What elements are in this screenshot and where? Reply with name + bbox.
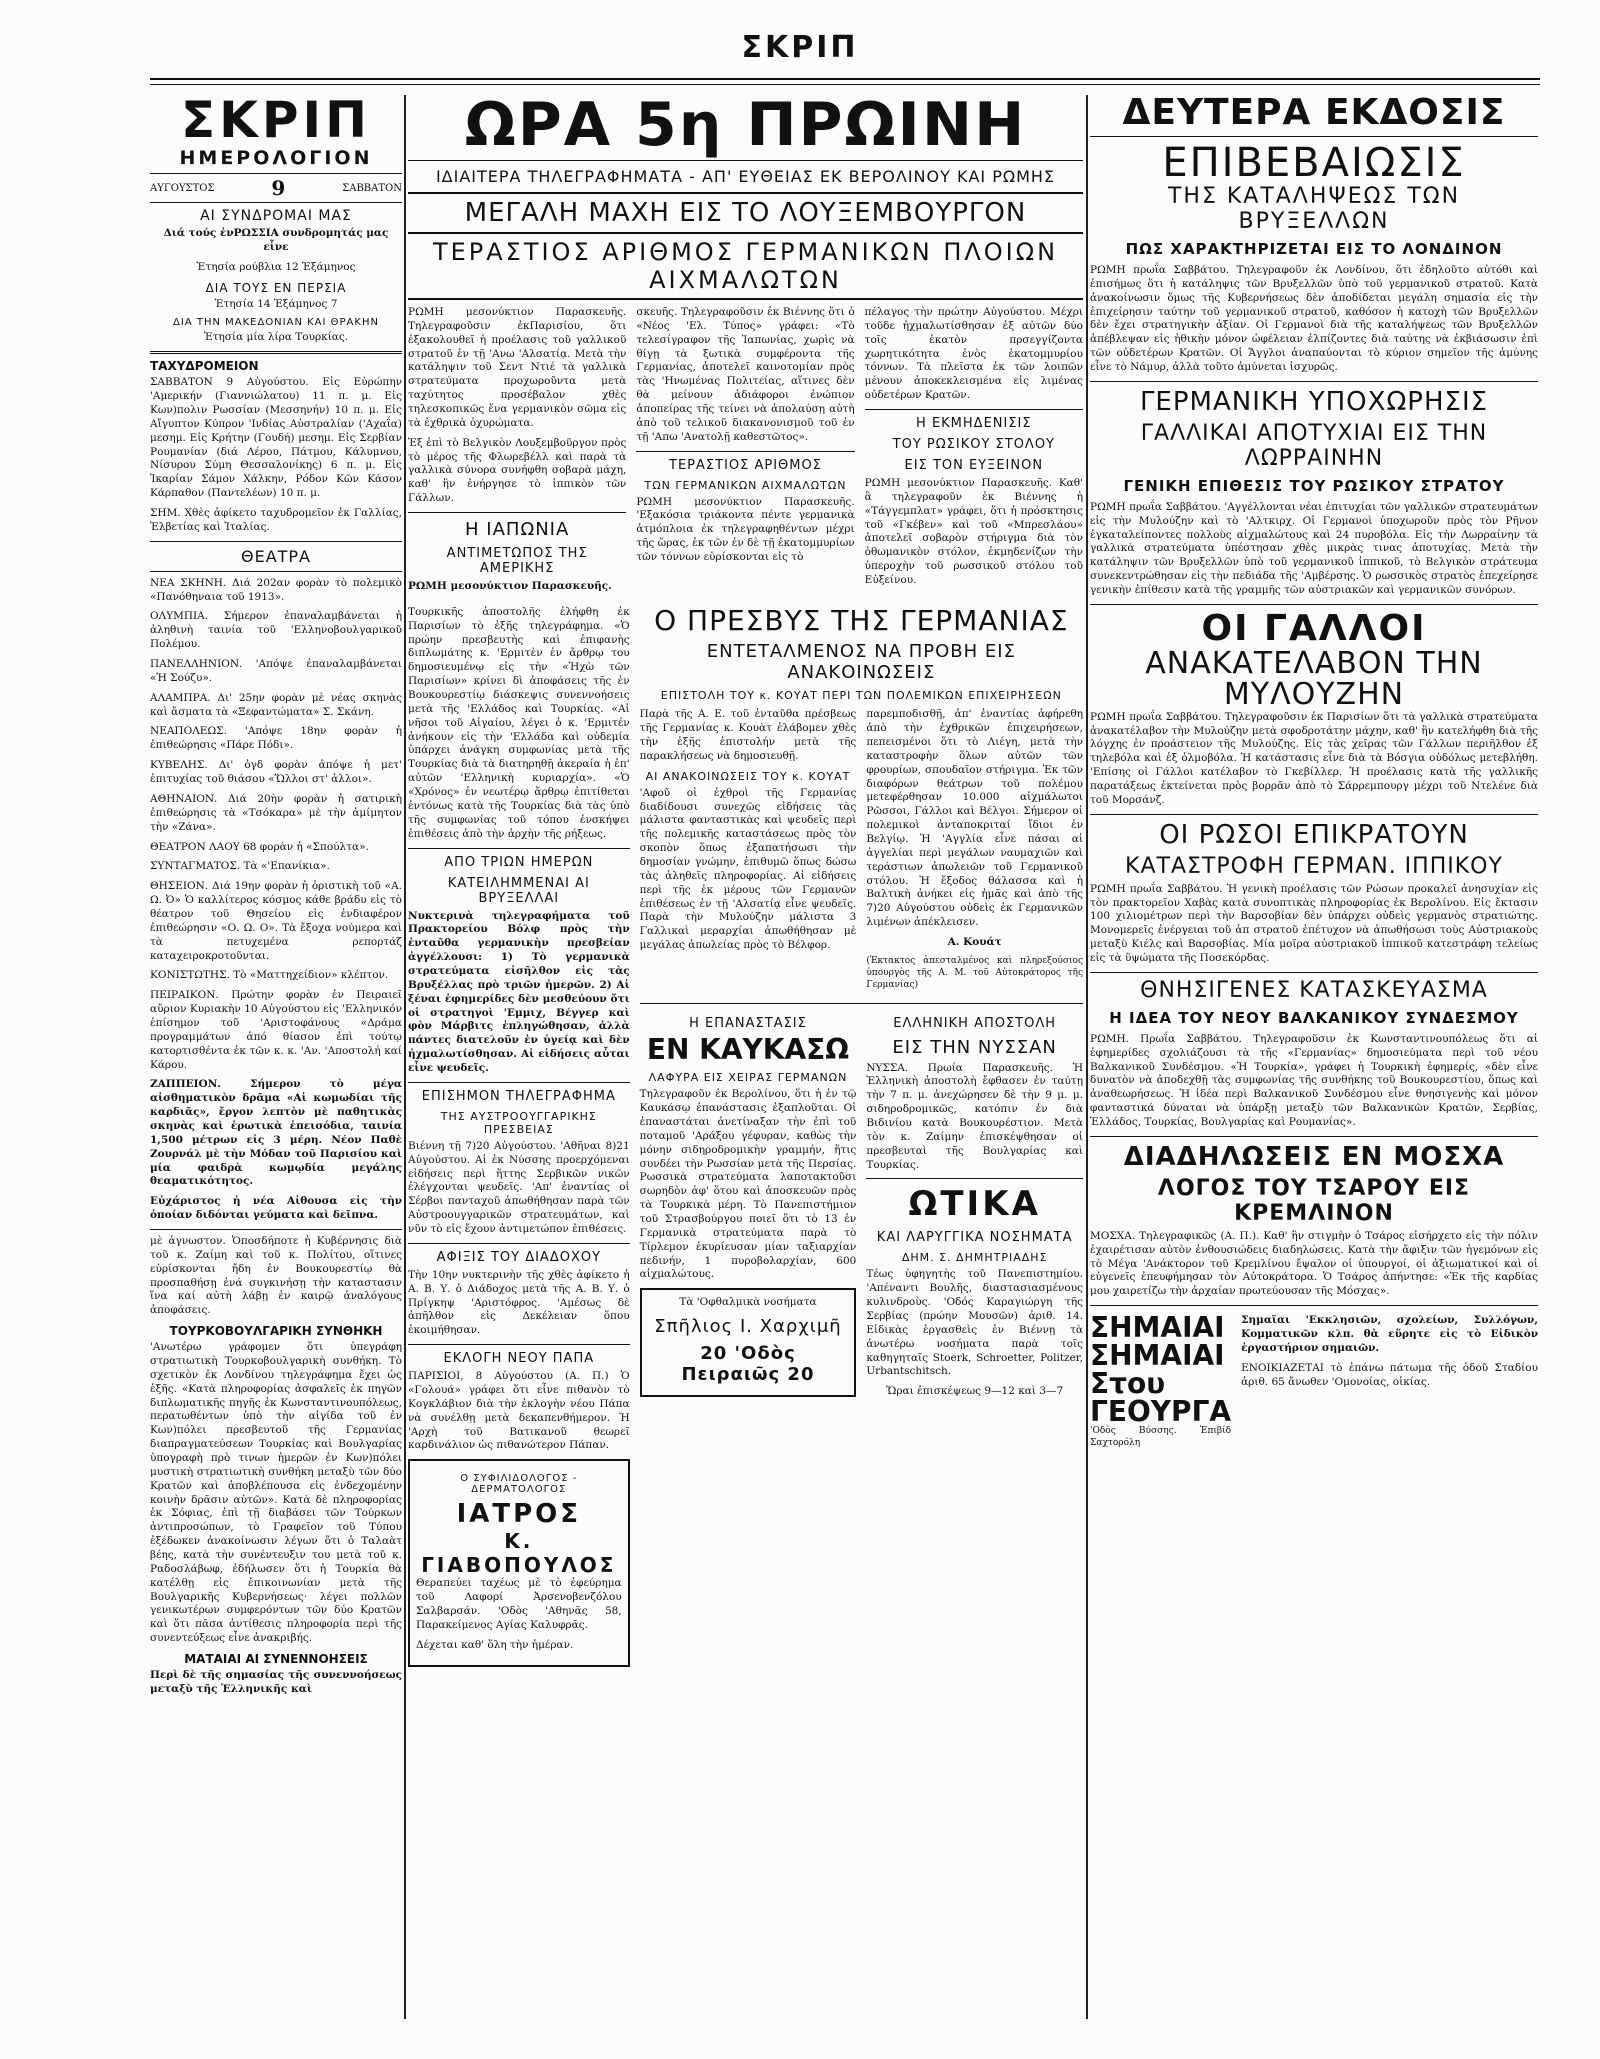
huge-heading: ΤΕΡΑΣΤΙΟΣ ΑΡΙΘΜΟΣ (669, 457, 822, 473)
masthead: ΣΚΡΙΠ (741, 30, 859, 65)
macedonia-line: Ἑτησία μία λίρα Τουρκίας. (203, 331, 349, 344)
ad-text: Τέως ὑφηγητὴς τοῦ Πανεπιστημίου. 'Απέναντι Βουλῆς, διαστασιασμένους κυλινδροὺς. 'Οδός Καραγιώργη τῆς Σερβίας (πρώην Μουσῶν) ἀριθ. 14. Εἰδικὰς ἐργασθεὶς ἐν Βιέννῃ τὰ ἀνωτέρω νοσήματα παρὰ τοῖς καθηγηταῖς Stoerk, Schroetter, Politzer, Urbantschitsch. (866, 1268, 1083, 1378)
article-text: ΡΩΜΗ μεσονύκτιον Παρασκευῆς. (408, 580, 612, 593)
news-column (408, 306, 626, 600)
article-text: ΡΩΜΗ πρωΐα Σαββάτου. Τηλεγραφοῦν ἐκ Λονδίνου, ὅτι ἐδηλοῦτο αὐτόθι καὶ ἐπισήμως ὅτι ἡ κατάληψις τῶν Βρυξελλῶν ὑπὸ τοῦ γερμανικοῦ στρατοῦ. Κατὰ ἀνακοίνωσιν ὅμως τῆς Κυβερνήσεως δὲν ἀποδίδεται μεγάλη σημασία εἰς τὴν ἐπιχείρησιν ταύτην τοῦ γερμανικοῦ στρατοῦ, καθόσον ἡ κατοχὴ τῶν Βρυξελλῶν δὲν ἔχει στρατηγικὴν ἀξίαν. Οἱ Γερμανοὶ διὰ τῆς καταλήψεως τῶν Βρυξελλῶν ἀπέβλεψαν εἰς ἠθικὴν μόνον ὠφέλειαν ἐλπίζοντες διὰ ταύτης νὰ ἐκβιάσωσιν ἐπὶ τῶν οὐδετέρων Κρατῶν. Οἱ Ἄγγλοι ἀναπαύονται τὸ κύριον σημεῖον τῆς ἀμύνης εἶνε τὸ Νάμυρ, ἀλλὰ τοῦτο ἀμύνεται ἰσχυρῶς. (1090, 264, 1538, 374)
theatre-entry: ΠΕΙΡΑΙΚΟΝ. Πρώτην φορὰν ἐν Πειραιεῖ αὔριον Κυριακὴν 10 Αὐγούστου εἰς 'Ελληνικόν ἐπίσημον τοῦ 'Αριστοφάνους «Δράμα προγραμμάτων ἀπό θίασον ἐπὶ τούτῳ κατορτισθέντα ἐκ τῶν κ. κ. 'Αν. 'Αποστολή καί Κάρου. (150, 989, 402, 1071)
ad-title: ΙΑΤΡΟΣ (456, 1499, 582, 1530)
article-text: παρεμποδισθῇ, ἀπ' ἐναντίας ἀφήρεθη ἀπὸ τὴν ἐχθρικῶν ἐπιχειρήσεων, πεπεισμένοι ὅτι τὸ Λιέγη, μετὰ τὴν καταστροφὴν ὅλων αὐτῶν τῶν φρουρίων, σπουδαῖον στήριγμα. Ἐκ τῶν διαφόρων θεάτρων τοῦ πολέμου μετεφέρθησαν 10.000 αἰχμάλωτοι Ρῶσσοι, Γάλλοι καὶ Βέλγοι. Σήμερον οἱ πολεμικοὶ ἀνταποκριταί ἴδιοι ἐν Βελγίῳ. Ἡ 'Αγγλία εἶνε πάσαι αἱ ἀγγελίαι περὶ μεγάλων ναυμαχιῶν καὶ τεράστιων ἀπωλειῶν τοῦ Γερμανικοῦ στόλου. Ἡ ἔξοδος θάλασσα καὶ ἡ Βαλτικὴ ἀνήκει εἰς ἡμᾶς καὶ ἀπὸ τῆς 7)20 Αὐγούστου οὐδεὶς ἐκ Γερμανικῶν λιμένων ἀπέκλεισεν. (866, 708, 1083, 929)
column-divider (404, 95, 406, 2019)
article-text: ΠΑΡΙΣΙΟΙ, 8 Αὐγούστου (Α. Π.) Ὁ «Γολουά» γράφει ὅτι εἶνε πιθανὸν τὸ Κογκλάβιον διὰ τὴν ἐκλογὴν νέου Πάπα νὰ συνέλθῃ μετὰ δεκαπενθήμερον. Ἡ 'Αρχὴ τοῦ Βατικανοῦ θεωρεῖ καρδινάλιον ὡς πιθανώτερον Πάπαν. (408, 1370, 630, 1452)
caucasus-subheading: ΕΝ ΚΑΥΚΑΣΩ (646, 1032, 850, 1066)
theatre-entry: ΖΑΠΠΕΙΟΝ. Σήμερον τὸ μέγα αἰσθηματικὸν δρᾶμα «Αἱ κωμωδίαι τῆς καρδιᾶς», ἔργον λεπτὸν μὲ παθητικὰς σκηνὰς καὶ ἐρωτικὰ ἐπεισόδια, ταινία 1,500 μέτρων εἰς 3 μέρη. Νέον Παθὲ Ζουρνάλ μὲ τὴν Μόδαν τοῦ Παρισίου καὶ μία φαιδρὰ κωμῳδία μεγάλης θεαματικότητος. (150, 1078, 402, 1188)
theatre-entry: ΟΛΥΜΠΙΑ. Σήμερον ἐπαναλαμβάνεται ἡ ἀληθινὴ ταινία τοῦ 'Ελληνοβουλγαρικοῦ Πολέμου. (150, 610, 402, 651)
news-column (408, 606, 630, 1667)
day: 9 (271, 176, 286, 200)
article-text: Τὴν 10ην νυκτερινὴν τῆς χθὲς ἀφίκετο ἡ Α. Β. Υ. ὁ Διάδοχος μετὰ τῆς Α. Β. Υ. ὁ Πρίγκηψ 'Αριστόφρος. 'Αμέσως δὲ ἀπῆλθον εἰς Δεκέλειαν ὅπου ἐκοιμήθησαν. (408, 1268, 630, 1337)
arrival-heading: ΑΦΙΞΙΣ ΤΟΥ ΔΙΑΔΟΧΟΥ (436, 1249, 602, 1265)
optician-ad (640, 1288, 857, 1397)
article-text: Τουρκικῆς ἀποστολῆς ἐλήφθη ἐκ Παρισίων τὸ ἑξῆς τηλεγράφημα. «Ὁ πρώην πρεσβευτὴς καὶ ἐπιφανὴς διπλωμάτης κ. 'Ερμιτὲν ἐν ἄρθρῳ του δημοσιευμένῳ εἰς τὴν «Ἠχὼ τῶν Παρισίων» κρίνει δὶ ἀποφάσεις τῆς ἐν Βουκουρεστίῳ διάσκεψις συνεννοήσεις μετὰ τῆς 'Ελλάδος καὶ Τουρκίας. «Αἱ νῆσοι τοῦ Αἰγαίου, λέγει ὁ κ. 'Ερμιτέν ἀνήκουν εἰς τὴν 'Ελλάδα καὶ οὐδεμία ὑπάρχει ἀνάγκη συμφωνίας μετὰ τῆς Τουρκίας διὰ τὰ διατηρηθῇ ἀκεραία ἡ ἐπ' αὐτῶν 'Ελληνικὴ κυριαρχία». «Ὁ «Χρόνος» ἐν νεωτέρῳ ἄρθρῳ ἐπιτίθεται ἐντόνως κατὰ τῆς Τουρκίας διὰ τὰς ὑπὸ τῆς συμφωνίας τοῦ τόπου ἐνσκήψει ἐπιθέσεις ἀπὸ τὴν ἀρχὴν τῆς ρήξεως. (408, 605, 630, 840)
theatre-entry: ΚΥΒΕΛΗΣ. Δι' ὀγδ φορὰν ἀπόψε ἡ μετ' ἐπιτυχίας τοῦ θιάσου «Ὥλλοι στ' ἀλλοι». (150, 759, 402, 786)
theatre-entry: ΘΗΣΕΙΟΝ. Διά 19ην φορὰν ἡ ὁριστικὴ τοῦ «Α. Ω. Ὀ» Ὁ καλλίτερος κόσμος κάθε βράδυ εἰς τὸ θέατρον τοῦ Θησείου εἰς ἐνδιαφέρον ἐπιθεώρησιν «Ο. Ω. Ο». Τὰ ἔξοχα νούμερα καὶ τὰ πετυχεμένα ρεπορτάζ καταχειροκροτοῦνται. (150, 880, 402, 962)
theatre-entry: Εὐχάριστος ἡ νέα Αἰθουσα εἰς τὴν ὁποίαν διδόνται γεύματα καὶ δεῖπνα. (150, 1195, 402, 1222)
brussels-subheading: ΚΑΤΕΙΛΗΜΜΕΝΑΙ ΑΙ ΒΡΥΞΕΛΛΑΙ (447, 875, 590, 906)
confirm-subheadline: ΤΗΣ ΚΑΤΑΛΗΨΕΩΣ ΤΩΝ ΒΡΥΞΕΛΛΩΝ (1167, 184, 1461, 234)
article-text: Νυκτερινὰ τηλεγραφήματα τοῦ Πρακτορείου Βόλφ πρὸς τὴν ἐνταῦθα γερμανικὴν πρεσβείαν ἀγγέλλουσι: 1) Τὸ γερμανικὰ στρατεύματα εἰσῆλθον εἰς τὰς Βρυξέλλας πρὸ τριῶν ἡμερῶν. 2) Αἱ ξέναι ἐφημερίδες δὲν μεσθεύουν ὅτι οἱ στρατηγοὶ 'Εμμιχ, Βέγγερ καὶ φὸν Μάρβιτς ἐπληγώθησαν, ἀλλὰ πάντες διατελοῦν ἐν ὑγείᾳ καὶ δὲν ἠχμαλωτίσθησαν. Αἱ εἰδήσεις αὗται εἶνε ψευδεῖς. (408, 909, 630, 1074)
masthead-rule (150, 78, 1540, 80)
ambassador-subheadline: ΕΠΙΣΤΟΛΗ ΤΟΥ κ. ΚΟΥΑΤ ΠΕΡΙ ΤΩΝ ΠΟΛΕΜΙΚΩΝ ΕΠΙΧΕΙΡΗΣΕΩΝ (660, 689, 1062, 703)
right-column (1090, 95, 1538, 2019)
article-text: πέλαγος τὴν πρώτην Αὐγούστου. Μέχρι τοῦδε ἠχμαλωτίσθησαν ἐξ αὐτῶν δύο τοῖς ἑκατὸν πρσεγγίζοντα χωρητικότητα ἑνὸς ἑκατομμυρίου τόννων. Τὰ πλεῖστα ἐκ τῶν λοιπῶν μένουν ἀποκεκλεισμένα εἰς λιμένας οὐδετέρων Κρατῶν. (864, 306, 1083, 402)
article-text: Τηλεγραφοῦν ἐκ Βερολίνου, ὅτι ἡ ἐν τῷ Καυκάσῳ ἐπανάστασις ἐξαπλοῦται. Οἱ ἐπαναστάται ἀνετίναξαν τὴν ἐπὶ τοῦ ποταμοῦ 'Αράξου γέφυραν, καθὼς τὴν μόνην σιδηροδρομικὴν γραμμήν, ἥτις συνδέει τὴν Ρωσσίαν μετὰ τῆς Περσίας. Ρωσσικὰ στρατεύματα λαποτακτοῦσι σωρηδὸν ἀφ' ὅτου καὶ ἀποσκευῶν πρὸς τὰ Τουρκικὰ μέρη. Τὸ Πανεπιστήμιον τοῦ Στρασβούργου ποιεῖ ὅτι τὸ 13 ἐν Γερμανικὰ στρατεύματα παρὰ τὸ Τίρλεμον ἐκυρίευσαν μίαν ταξιαρχίαν πεδινήν, 1 πυροβολαρχίαν, 600 αἰχμαλώτους. (639, 1088, 857, 1281)
signature-note: (Ἐκτακτος ἀπεσταλμένος καὶ πληρεξούσιος ὑπουργὸς τῆς Α. Μ. τοῦ Αὐτοκράτορος τῆς Γερμανίας) (866, 955, 1083, 990)
frustrated-text: Περὶ δὲ τῆς σημασίας τῆς συνεννοήσεως μεταξὺ τῆς Ἑλληνικῆς καὶ (150, 1669, 402, 1695)
fleet-subheading: ΤΟΥ ΡΩΣΙΚΟΥ ΣΤΟΛΟΥ (892, 437, 1055, 453)
flags-ad-address: 'Οδὸς Βύσσης. Ἐπιβίδ Σαχτορόλη (1090, 1426, 1232, 1449)
article-text: Ἐξ ἐπὶ τὸ Βελγικὸν Λουξεμβοῦργον πρὸς τὸ μέρος τῆς Φλωρεβέλλ καὶ παρὰ τὰ γαλλικὰ σύνορα συνήφθη σοβαρὰ μάχη, καθ' ἣν ἐνήργησε τὸ ἱππικὸν τῶν Γάλλων. (408, 436, 627, 505)
article-text: Βιέννη τῇ 7)20 Αὐγούστου. 'Αθῆναι 8)21 Αὐγούστου. Αἱ ἐκ Νύσσης προερχόμεναι εἰδήσεις περὶ ἥττης Σερβικῶν νικῶν ἐλέγχονται ψευδεῖς. 'Απ' ἐναντίας οἱ Σέρβοι πανταχοῦ ἀπωθήθησαν παρὰ τῶν Αὐστροουγγαρικῶν στρατευμάτων, καὶ νῦν τὸ εἰς ἔχουν ἀντιμετώπον ἐπιθέσεις. (408, 1139, 630, 1235)
theatre-entry: ΣΥΝΤΑΓΜΑΤΟΣ. Τὰ «'Επανίκια». (150, 860, 330, 873)
calendar-title: ΣΚΡΙΠ (181, 95, 371, 149)
russians-subheadline: ΚΑΤΑΣΤΡΟΦΗ ΓΕΡΜΑΝ. ΙΠΠΙΚΟΥ (1125, 853, 1503, 879)
middle-column (408, 95, 1083, 2019)
rent-ad: ΕΝΟΙΚΙΑΖΕΤΑΙ τὸ ἐπάνω πάτωμα τῆς ὁδοῦ Σταδίου ἀριθ. 65 ἄνωθεν 'Ομονοίας, οἰκίας. (1241, 1361, 1538, 1388)
french-headline: ΟΙ ΓΑΛΛΟΙ (1201, 607, 1427, 649)
theatre-entry: ΘΕΑΤΡΟΝ ΛΑΟΥ 68 φορὰν ἡ «Σπούλτα». (150, 840, 369, 853)
austro-heading: ΕΠΙΣΗΜΟΝ ΤΗΛΕΓΡΑΦΗΜΑ (421, 1088, 616, 1104)
article-text: ΡΩΜΗ πρωΐα Σαββάτου. 'Αγγέλλονται νέαι ἐπιτυχίαι τῶν γαλλικῶν στρατευμάτων εἰς τὴν Μυλούζην καὶ τὸ 'Αλτκιρχ. Οἱ Γερμανοὶ ὑποχωροῦν πρὸς τὸν Ρῆνον ἐγκαταλείποντες πολλοὺς αἰχμαλώτους καὶ 24 πυροβόλα. Εἰς τὴν Λωρραίνην τὰ γαλλικὰ στρατεύματα ὑπέστησαν χθὲς μικρὰς τινας ἀποτυχίας. Μετὰ τὴν κατάληψιν τῶν Βρυξελλῶν ὑπὸ τοῦ γερμανικοῦ ἱππικοῦ, τὸ Βελγικὸν στράτευμα συνεκεντρώθησαν εἰς τὴν πεδιάδα τῆς 'Αμβέρσης. Ὁ ρωσσικὸς στρατὸς ἐπεχείρησε γενικὴν ἐπίθεσιν κατὰ τῆς γραμμῆς τῶν αὐστριακῶν καὶ γερμανικῶν συνόρων. (1090, 500, 1538, 597)
retreat-subheadline: ΓΑΛΛΙΚΑΙ ΑΠΟΤΥΧΙΑΙ ΕΙΣ ΤΗΝ ΛΩΡΡΑΙΝΗΝ (1140, 420, 1488, 471)
huge-subheading: ΤΩΝ ΓΕΡΜΑΝΙΚΩΝ ΑΙΧΜΑΛΩΤΩΝ (644, 478, 847, 492)
article-text: ΡΩΜΗ πρωΐα Σαββάτου. Τηλεγραφοῦσιν ἐκ Παρισίων ὅτι τὰ γαλλικὰ στρατεύματα ἀνακατέλαβον τὴν Μυλούζην μετὰ σφοδροτάτην μάχην, καθ' ἣν κατελήφθη διὰ τῆς λόγχης ἐν προάστειον τῆς Μυλούζης. Εἰς τὰς χεῖρας τῶν Γάλλων περιῆλθον ἐξ τηλεβόλα καὶ ἐξ ὀλμοβόλα. Ἡ κατάστασις εἶνε διὰ τὰ Βόσγια οὐδόλως μετεβλήθη. 'Επίσης οἱ Γάλλοι κατέλαβον τὸ Γκεβίλλερ. Ἡ προέλασις κατὰ τῆς γαλλικῆς παρατάξεως ἐκτείνεται πρὸς βορρᾶν ἀπὸ τὸ Σάρρεμπουργ μέχρι τοῦ Ντελένε διὰ τοῦ Μορσάνζ. (1090, 710, 1538, 806)
news-grid (408, 306, 1083, 600)
subscriptions-line: Ἑτησία ρούβλια 12 Ἑξάμηνος (196, 260, 356, 273)
ad-text: Τὰ 'Οφθαλμικὰ νοσήματα (679, 1296, 817, 1309)
japan-subheading: ΑΝΤΙΜΕΤΩΠΟΣ ΤΗΣ ΑΜΕΡΙΚΗΣ (446, 546, 588, 577)
mail-heading: ΤΑΧΥΔΡΟΜΕΙΟΝ (150, 359, 259, 374)
austro-subheading: ΤΗΣ ΑΥΣΤΡΟΟΥΓΓΑΡΙΚΗΣ ΠΡΕΣΒΕΙΑΣ (440, 1109, 597, 1136)
weekday: ΣΑΒΒΑΤΟΝ (342, 182, 402, 194)
main-headline: ΩΡΑ 5η ΠΡΩΙΝΗ (464, 95, 1027, 160)
ad-heading: Ο ΣΥΦΙΛΙΔΟΛΟΓΟΣ - ΔΕΡΜΑΤΟΛΟΓΟΣ (460, 1473, 578, 1496)
ad-hours: Δέχεται καθ' ὅλη τὴν ἡμέραν. (416, 1638, 574, 1651)
subscriptions-line: Διά τούς ἐνΡΩΣΣΙΑ συνδρομητάς μας εἶνε (163, 227, 389, 253)
treaty-text: 'Ανωτέρω γράφομεν ὅτι ὑπεγράφη στρατιωτικὴ Τουρκοβουλγαρικὴ συνθήκη. Τὸ σχετικὸν ἐκ Λονδίνου τηλεγράφημα ἔχει ὡς ἑξῆς. «Κατὰ πληροφορίας ἀσφαλεῖς ἐκ πηγῶν διπλωματικῆς πηγῆς ἐκ Κωνσταντινουπόλεως, περατωθέντων ὑπὸ τὴν αἰγίδα τοῦ ἐν Κων)πόλει πρεσβευτοῦ τῆς Γερμανίας διαπραγματεύσεων Τουρκίας καὶ Βουλγαρίας ὑπογραφὴ πρὸ τινων ἡμερῶν ἐν Κων)πόλει μυστικὴ στρατιωτικὴ συνθήκη μεταξὺ τῶν δύο Κρατῶν καὶ ἀποβλέπουσα εἰς ἐνδεχομένην κοινὴν δρᾶσιν αὐτῶν». Κατὰ δὲ πληροφορίας ἐκ Σόφιας, ἐπὶ τῇ διαβάσει τῶν Τούρκων ἀντιπροσώπων, τὸ Γραφεῖον τοῦ Τύπου ἐξέδωκεν ἀνακοίνωσιν λέγων ὅτι ὁ Ταλαὰτ βέης, κατὰ τὴν συνέντευξιν του μετὰ τοῦ κ. Ραδοσλάβωφ, ἐδήλωσεν ὅτι ἡ Τουρκία θὰ κατέλθῃ εἰς ἐπικοινωνίαν μετὰ τῆς Βουλγαρικῆς Κυβερνήσεως· λέγει πολλῶν γενικωτέρων συμφερόντων τῶν δύο Κρατῶν καὶ ὅτι πᾶσα ἀντίθεσις πληροφορία περὶ τῆς συνεντεύξεως εἶνε ἀνακριβής. (150, 1341, 402, 1645)
fleet-heading: Η ΕΚΜΗΔΕΝΙΣΙΣ (916, 416, 1032, 432)
flags-ad-text: Σημαῖαι 'Εκκλησιῶν, σχολείων, Συλλόγων, Κομματικῶν κλπ. θὰ εὕρητε εἰς τὸ Εἰδικὸν ἐργαστήριον σημαιῶν. (1241, 1314, 1538, 1354)
flags-ad (1090, 1311, 1538, 1456)
ambassador-body (640, 708, 1083, 997)
theatre-entry: ΑΛΑΜΠΡΑ. Δι' 25ην φορὰν μὲ νέας σκηνὰς καὶ ἄσματα τὰ «Ξεφαντώματα» Σ. Σκάνη. (150, 691, 402, 718)
caucasus-subheading: ΛΑΦΥΡΑ ΕΙΣ ΧΕΙΡΑΣ ΓΕΡΜΑΝΩΝ (648, 1071, 848, 1085)
article-text: ΡΩΜΗ μεσονύκτιον Παρασκευῆς. Τηλεγραφοῦσιν ἐκΠαρισίου, ὅτι ἐξακολουθεῖ ἡ προέλασις τοῦ γαλλικοῦ στρατοῦ ἐν τῇ 'Ανω 'Αλσατίᾳ. Μετὰ τὴν κατάληψιν τοῦ Σεντ Ντιέ τὰ γαλλικὰ στρατεύματα προχωροῦντα μετὰ ταχύτητος προσέβαλον χθὲς τηλεσκοπικῶς ἕνα γερμανικὸν σῶμα εἰς τὰ ἐχθρικὰ ὀχυρώματα. (408, 306, 627, 429)
macedonia-heading: ΔΙΑ ΤΗΝ ΜΑΚΕΔΟΝΙΑΝ ΚΑΙ ΘΡΑΚΗΝ (173, 317, 379, 329)
flags-ad-title: ΣΗΜΑΙΑΙ (1090, 1311, 1225, 1345)
barrage-headline: ΘΝΗΣΙΓΕΝΕΣ ΚΑΤΑΣΚΕΥΑΣΜΑ (1140, 977, 1488, 1003)
news-column (636, 306, 854, 600)
masthead-rule-thin (150, 84, 1540, 85)
article-text: Παρὰ τῆς Α. Ε. τοῦ ἐνταῦθα πρέσβεως τῆς Γερμανίας κ. Κουὰτ ἐλάβομεν χθὲς τὴν ἑξῆς ἐπιστολήν μετὰ τῆς παρακλήσεως νὰ δημοσιευθῇ. (639, 708, 857, 762)
battle-headline: ΜΕΓΑΛΗ ΜΑΧΗ ΕΙΣ ΤΟ ΛΟΥΞΕΜΒΟΥΡΓΟΝ (408, 192, 1083, 234)
theatres-heading: ΘΕΑΤΡΑ (240, 546, 311, 566)
signature: Α. Κουάτ (947, 936, 1002, 949)
subscriptions-heading: ΑΙ ΣΥΝΔΡΟΜΑΙ ΜΑΣ (200, 208, 352, 224)
column-divider (1086, 95, 1088, 2019)
ad-address: 20 'Οδὸς Πειραιῶς 20 (681, 1343, 815, 1386)
article-text: ΡΩΜΗ μεσονύκτιον Παρασκευῆς. 'Εξακόσια τριάκοντα πέντε γερμανικὰ ἀτμόπλοια ἐκ τηλεγραφηθέντων μέχρι τῆς ὥρας, ἐκ τῶν ἐν δὲ τῇ ἐκατομμυρίων τῶν τόννων εὑρίσκονται εἰς τὸ (636, 495, 855, 564)
brussels-heading: ΑΠΟ ΤΡΙΩΝ ΗΜΕΡΩΝ (444, 854, 594, 870)
month: ΑΥΓΟΥΣΤΟΣ (150, 182, 215, 194)
retreat-subheadline: ΓΕΝΙΚΗ ΕΠΙΘΕΣΙΣ ΤΟΥ ΡΩΣΙΚΟΥ ΣΤΡΑΤΟΥ (1123, 476, 1505, 495)
article-text: ΝΥΣΣΑ. Πρωία Παρασκευῆς. Ἡ Ἑλληνικὴ ἀποστολὴ ἔφθασεν ἐν ταύτῃ τὴν 7 π. μ. ἀνεχώρησεν δὲ τὴν 9 μ. μ. σιδηροδρομικῶς, κατόπιν ἐν διὰ Βιδινίου κατὰ Βουκουρέστιον. Μετὰ τὸν κ. Ζαίμην ἐπισκέψθησαν οἱ πρεσβευταὶ τῆς Βουλγαρίας καὶ Τουρκίας. (866, 1061, 1083, 1171)
barrage-subheadline: Η ΙΔΕΑ ΤΟΥ ΝΕΟΥ ΒΑΛΚΑΝΙΚΟΥ ΣΥΝΔΕΣΜΟΥ (1109, 1008, 1519, 1027)
announcement-heading: ΑΙ ΑΝΑΚΟΙΝΩΣΕΙΣ ΤΟΥ κ. ΚΟΥΑΤ (645, 769, 851, 783)
flags-ad-shop: Στου ΓΕΟΥΡΓΑ (1090, 1367, 1232, 1429)
calendar-subtitle: ΗΜΕΡΟΛΟΓΙΟΝ (179, 147, 373, 169)
ent-heading: ΩΤΙΚΑ (908, 1184, 1041, 1225)
article-text: σκευῆς. Τηλεγραφοῦσιν ἐκ Βιέννης ὅτι ὁ «Νέος 'Ελ. Τύπος» γράφει: «Τὸ τελεσίγραφον τῆς Ἰαπωνίας, χωρὶς νὰ θίγῃ τὰ ξωτικὰ συμφέροντα τῆς Γερμανίας, ἀποτελεῖ καινοτομίαν πρὸς τὰς 'Ηνωμένας Πολιτείας, αἵτινες δὲν θὰ μείνουν ἀδιάφοροι ἐνώπιον ἀποπείρας τῆς τείνει νὰ ἀπολαύσῃ αὐτὴ ἀπὸ τοῦ τελικοῦ διακανονισμοῦ τοῦ ἐν τῇ 'Απω 'Ανατολῇ καθεστῶτος». (636, 306, 855, 443)
article-text: ΡΩΜΗ μεσονύκτιον Παρασκευῆς. Καθ' ἃ τηλεγραφοῦν ἐκ Βιέννης ἡ «Τάγγεμπλατ» γράφει, ὅτι ἡ πρόσκτησις τοῦ «Γκέβεν» καὶ τοῦ «Μπρεσλάου» ἀποτελεῖ σοβαρὸν στήριγμα διὰ τὸν ὀθωμανικὸν στόλον, ἐκμηδενίζων τὴν ὑπεροχὴν τοῦ ρωσσικοῦ στόλου τοῦ Εὐξείνου. (864, 477, 1083, 587)
russians-headline: ΟΙ ΡΩΣΟΙ ΕΠΙΚΡΑΤΟΥΝ (1159, 819, 1469, 850)
mission-heading: ΕΛΛΗΝΙΚΗ ΑΠΟΣΤΟΛΗ (893, 1015, 1057, 1031)
retreat-headline: ΓΕΡΜΑΝΙΚΗ ΥΠΟΧΩΡΗΣΙΣ (1139, 386, 1489, 417)
edition-headline: ΔΕΥΤΕΡΑ ΕΚΔΟΣΙΣ (1122, 95, 1506, 133)
ad-hours: Ὥραι ἐπισκέψεως 9—12 καὶ 3—7 (886, 1385, 1064, 1398)
moscow-subheadline: ΛΟΓΟΣ ΤΟΥ ΤΣΑΡΟΥ ΕΙΣ ΚΡΕΜΛΙΝΟΝ (1157, 1175, 1471, 1226)
news-column (865, 306, 1083, 600)
ad-name: Σπῆλιος Ι. Χαρχιμῆ (654, 1316, 842, 1338)
left-column (150, 95, 402, 2019)
pope-heading: ΕΚΛΟΓΗ ΝΕΟΥ ΠΑΠΑ (443, 1351, 595, 1367)
theatre-entry: ΝΕΑΠΟΛΕΩΣ. 'Απόψε 18ην φορὰν ἡ ἐπιθεώρησις «Πάρε Πόδι». (150, 725, 402, 752)
confirm-subheadline: ΠΩΣ ΧΑΡΑΚΤΗΡΙΖΕΤΑΙ ΕΙΣ ΤΟ ΛΟΝΔΙΝΟΝ (1125, 240, 1503, 258)
caucasus-heading: Η ΕΠΑΝΑΣΤΑΣΙΣ (689, 1015, 807, 1031)
theatre-entry: ΠΑΝΕΛΛΗΝΙΟΝ. 'Απόψε ἐπαναλαμβάνεται «Ἡ Σούζυ». (150, 658, 402, 684)
frustrated-heading: ΜΑΤΑΙΑΙ ΑΙ ΣΥΝΕΝΝΟΗΣΕΙΣ (184, 1652, 368, 1667)
article-text: ΡΩΜΗ πρωΐα Σαββάτου. Ἡ γενικὴ προέλασις τῶν Ρώσων προκαλεῖ ἀνησυχίαν εἰς τὸν πρακτορεῖον Χαβὰς κατὰ συνοπτικὰς πληροφορίας ἐκ Βερολίνου. Εἰς ἔκτασιν 100 χιλιομέτρων περὶ τὴν Βαρσοβίαν δὲν ὑπάρχει οὐδεὶς γερμανὸς στρατιώτης. Μονομερεῖς ἐνέργειαι τοῦ ἀπ στρατοῦ ἐπέτυχον νὰ ἀπωθήσωσι τοὺς Αὐστριακοὺς μεταξὺ Κιέλς καὶ Βαρσοβίας. Μία μοῖρα αὐστριακοῦ ἱππικοῦ κατεστράφη τελείως εἰς τὰ ὕψώματα τῆς Ποσεκόρδας. (1090, 882, 1538, 964)
ent-subheading: ΚΑΙ ΛΑΡΥΓΓΙΚΑ ΝΟΣΗΜΑΤΑ (876, 1230, 1073, 1246)
news-column (639, 603, 1083, 1667)
date-row (150, 173, 402, 203)
ambassador-subheadline: ΕΝΤΕΤΑΛΜΕΝΟΣ ΝΑ ΠΡΟΒΗ ΕΙΣ ΑΝΑΚΟΙΝΩΣΕΙΣ (706, 641, 1016, 684)
ad-text: Θεραπεύει ταχέως μὲ τὸ ἐφεύρημα τοῦ Λαφορί Ἀρσενοβενζόλου Σαλβαρσάν. 'Οδὸς 'Αθηνᾶς 58, Παρακείμενος Αγίας Καλυφρᾶς. (416, 1577, 622, 1631)
continued-text: μὲ ἀγνωστον. Ὁποσδήποτε ἡ Κυβέρνησις διὰ τοῦ κ. Ζαίμη καὶ τοῦ κ. Πολίτου, οἵτινες εὑρίσκονται ἤδη ἐν Βουκουρεστίῳ θὰ προσπαθήσῃ ἐνά συγκινήσῃ τὴν καταστασιν ἵνα καί αὐτὴ λάβῃ ἐν καιρῷ ἀναλόγους ἀποφάσεις. (150, 1234, 402, 1317)
theatre-entry: ΑΘΗΝΑΙΟΝ. Διά 20ὴν φορὰν ἡ σατιρικὴ ἐπιθεώρησις τὰ «Τσόκαρα» μὲ τὴν ἀμίμητον τὴν «Ζάνα». (150, 792, 402, 833)
treaty-heading: ΤΟΥΡΚΟΒΟΥΛΓΑΡΙΚΗ ΣΥΝΘΗΚΗ (169, 1324, 383, 1339)
lower-news (640, 1010, 1083, 1406)
fleet-subheading: ΕΙΣ ΤΟΝ ΕΥΞΕΙΝΟΝ (904, 458, 1044, 474)
persia-heading: ΔΙΑ ΤΟΥΣ ΕΝ ΠΕΡΣΙΑ (205, 280, 347, 295)
japan-heading: Η ΙΑΠΩΝΙΑ (465, 519, 570, 541)
moscow-headline: ΔΙΑΔΗΛΩΣΕΙΣ ΕΝ ΜΟΣΧΑ (1123, 1141, 1505, 1172)
lower-grid (408, 603, 1083, 1667)
mail-text: ΣΑΒΒΑΤΟΝ 9 Αὐγούστου. Εἰς Εὐρώπην 'Αμερικήν (Γιαννιώλατου) 11 π. μ. Εἰς Κων)πολιν Ρωσσίαν (Μεσσηνήν) 10 π. μ. Εἰς Αἴγυπτον Κύπρον 'Ινδίας Αὐστραλίαν ('Αχαΐα) μεσημ. Εἰς Κρήτην (Γουδή) μεσημ. Εἰς Σερβίαν Ρουμανίαν (διά Λέρου, Πάτμου, Κάλυμνου, Νίσυρου Σύμη Θεσσαλονίκης) 6 π. μ. Εἰς Ἰκαρίαν Σάμον Χάλκην, Ρόδον Κῶν Κάσον Κάρπαθον (Παντελέων) 10 π. μ. (150, 376, 402, 500)
flags-ad-title: ΣΗΜΑΙΑΙ (1090, 1339, 1225, 1373)
main-subheadline: ΙΔΙΑΙΤΕΡΑ ΤΗΛΕΓΡΑΦΗΜΑΤΑ - ΑΠ' ΕΥΘΕΙΑΣ ΕΚ ΒΕΡΟΛΙΝΟΥ ΚΑΙ ΡΩΜΗΣ (435, 167, 1056, 186)
theatre-entry: ΚΟΝΙΣΤΩΤΗΣ. Τὸ «Ματτηχείδιον» κλέπτον. (150, 969, 389, 982)
article-text: 'Αφοῦ οἱ ἐχθροὶ τῆς Γερμανίας διαδίδουσι συνεχῶς εἰδήσεις τὰς μάλιστα φανταστικὰς καὶ ψευδεῖς περὶ τῆς πολεμικῆς καταστάσεως πρὸς τὸν σκοπὸν ὅπως ἐξαπατήσωσι τὴν δημοσίαν γνώμην, ἐπιθυμῶ ὅπως δώσω τὰς ἀληθεῖς πληροφορίας. Αἱ εἰδήσεις περὶ τῆς ἐκ μέρους τῶν Γερμανῶν ἐπιθέσεως ἐν τῇ 'Αλσατίᾳ εἶνε ψευδεῖς. Παρὰ τὴν Μυλούζην μάλιστα 3 Γαλλικαὶ μεραρχίαι ἀπωθήθησαν μὲ μεγάλας ἀπωλείας πρὸς τὸ Βέλφορ. (639, 786, 857, 952)
doctor-ad (408, 1459, 630, 1666)
confirm-headline: ΕΠΙΒΕΒΑΙΩΣΙΣ (1162, 140, 1466, 186)
french-subheadline: ΑΝΑΚΑΤΕΛΑΒΟΝ ΤΗΝ ΜΥΛΟΥΖΗΝ (1145, 645, 1483, 713)
theatre-entry: ΝΕΑ ΣΚΗΝΗ. Διά 202αν φορὰν τὸ πολεμικὸ «Πανόθηναια τοῦ 1913». (150, 576, 402, 603)
ad-name: Κ. ΓΙΑΒΟΠΟΥΛΟΣ (421, 1529, 617, 1578)
article-text: ΡΩΜΗ. Πρωΐα Σαββάτου. Τηλεγραφοῦσιν ἐκ Κωνσταντινουπόλεως ὅτι αἱ ἐφημερίδες σχολιάζουσι τὰ τῆς «Γερμανίας» δημοσιεύματα περὶ τοῦ νέου Βαλκανικοῦ Συνδέσμου. «Ἡ Τουρκία», γράφει ἡ Τουρκικὴ ἐφημερίς, «δὲν εἶνε δυνατὸν νὰ ἀποδεχθῇ τὰς συμφωνίας τῆς συνθήκης τοῦ Βουκουρεστίου, ὅπως καὶ ἀναθεωρήσεως. Ἡ ἰδέα περὶ Βαλκανικοῦ Συνδέσμου εἶνε θνησιγενὴς καὶ μόνον φανταστικά δύναται νὰ ὑπάρξῃ μεταξὺ τῶν Βαλκανικῶν Κρατῶν, Σερβίας, Ἑλλάδος, Τουρκίας, Βουλγαρίας καὶ Ρουμανίας». (1090, 1032, 1538, 1129)
article-text: ΜΟΣΧΑ. Τηλεγραφικῶς (Α. Π.). Καθ' ἣν στιγμὴν ὁ Τσάρος εἰσήρχετο εἰς τὴν πόλιν ἐχαιρέτισαν αὐτὸν ἐνθουσιώδεις διαδηλώσεις. Κατὰ τὴν ἄφιξιν τῶν ἡγεμόνων εἰς τὸ Μέγα 'Ανάκτορον τοῦ Κρεμλίνου ἔψαλον οἱ ὑπουργοί, οἱ ἀξιωματικοί καὶ οἱ εὐγενεῖς ἐπευφήμησαν τὸν Αὐτοκράτορα. Ὁ Τσάρος ἀπήντησε: «Ἐκ τῆς καρδίας μου χαιρετίζω τὴν ἀρχαίαν πρωτεύουσαν τῆς Μόσχας». (1090, 1229, 1538, 1298)
mission-subheading: ΕΙΣ ΤΗΝ ΝΥΣΣΑΝ (892, 1036, 1057, 1058)
mail-note: ΣΗΜ. Χθὲς ἀφίκετο ταχυδρομεῖον ἐκ Γαλλίας, Ἑλβετίας καὶ Ἰταλίας. (150, 507, 402, 533)
ambassador-headline: Ο ΠΡΕΣΒΥΣ ΤΗΣ ΓΕΡΜΑΝΙΑΣ (654, 603, 1069, 637)
ships-headline: ΤΕΡΑΣΤΙΟΣ ΑΡΙΘΜΟΣ ΓΕΡΜΑΝΙΚΩΝ ΠΛΟΙΩΝ ΑΙΧΜΑΛΩΤΩΝ (408, 234, 1083, 300)
persia-line: Ἑτησία 14 Ἑξάμηνος 7 (214, 297, 338, 310)
ent-doctor: ΔΗΜ. Σ. ΔΗΜΗΤΡΙΑΔΗΣ (901, 1251, 1048, 1265)
